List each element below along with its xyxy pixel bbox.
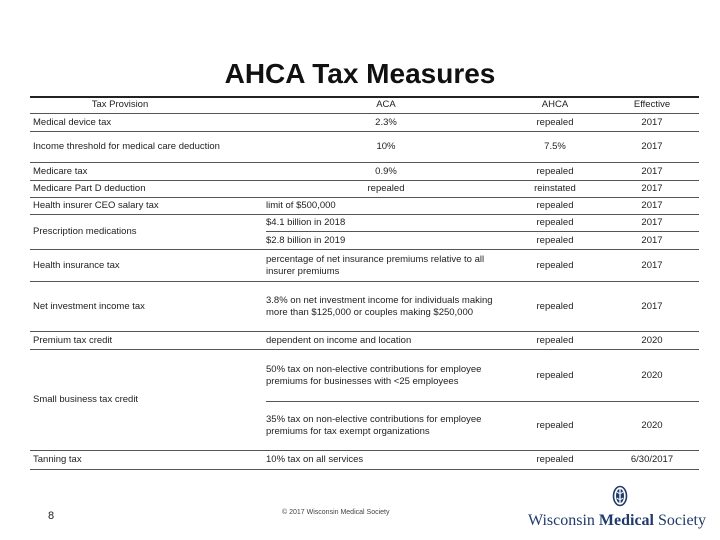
effective-cell: 2017 — [641, 183, 663, 194]
ahca-cell: repealed — [536, 165, 574, 177]
logo-word-medical: Medical — [598, 512, 654, 529]
ahca-cell: repealed — [536, 234, 574, 246]
provision-cell: Medical device tax — [33, 116, 112, 128]
ahca-cell: repealed — [536, 217, 574, 228]
provision-cell: Prescription medications — [33, 226, 137, 237]
ahca-cell: 7.5% — [544, 141, 566, 152]
aca-cell: repealed — [367, 183, 405, 194]
aca-cell: 2.3% — [375, 116, 397, 128]
effective-cell: 2017 — [641, 165, 663, 177]
ahca-cell: repealed — [536, 200, 574, 211]
header-provision: Tax Provision — [91, 99, 149, 110]
provision-cell: Income threshold for medical care deduction — [33, 141, 220, 152]
aca-cell: 35% tax on non-elective contributions for employee premiums for tax exempt organizations — [266, 414, 482, 437]
aca-cell: 10% — [376, 141, 396, 152]
effective-cell: 2020 — [641, 369, 663, 381]
effective-cell: 2017 — [641, 141, 663, 152]
effective-cell: 6/30/2017 — [630, 454, 674, 465]
logo-word-wisconsin: Wisconsin — [528, 512, 599, 529]
ahca-cell: repealed — [536, 420, 574, 431]
tax-measures-table — [30, 96, 699, 470]
aca-cell: 50% tax on non-elective contributions for employee premiums for businesses with <25 employees — [266, 363, 482, 387]
ahca-cell: repealed — [536, 259, 574, 271]
header-ahca: AHCA — [541, 99, 569, 110]
aca-cell: 0.9% — [375, 165, 397, 177]
effective-cell: 2017 — [641, 234, 663, 246]
effective-cell: 2017 — [641, 300, 663, 312]
provision-cell: Tanning tax — [33, 454, 82, 465]
effective-cell: 2017 — [641, 259, 663, 271]
page-title: AHCA Tax Measures — [224, 58, 496, 89]
aca-cell: $2.8 billion in 2019 — [266, 234, 346, 246]
table-bottom-rule — [30, 469, 699, 470]
copyright-notice: © 2017 Wisconsin Medical Society — [282, 509, 390, 516]
logo-wordmark — [528, 512, 708, 530]
aca-cell: 10% tax on all services — [266, 454, 364, 465]
effective-cell: 2020 — [641, 420, 663, 431]
header-aca: ACA — [376, 99, 396, 110]
aca-cell: dependent on income and location — [266, 334, 412, 346]
provision-cell: Net investment income tax — [33, 300, 145, 312]
aca-cell: limit of $500,000 — [266, 200, 336, 211]
ahca-cell: reinstated — [534, 183, 576, 194]
ahca-cell: repealed — [536, 454, 574, 465]
provision-cell: Medicare Part D deduction — [33, 183, 146, 194]
logo-word-society: Society — [654, 512, 706, 529]
page-number: 8 — [48, 510, 55, 522]
aca-cell: $4.1 billion in 2018 — [266, 217, 346, 228]
provision-cell: Health insurer CEO salary tax — [33, 200, 159, 211]
aca-cell: 3.8% on net investment income for individuals making more than $125,000 or couples making $250,000 — [266, 294, 493, 318]
header-effective: Effective — [633, 99, 671, 110]
ahca-cell: repealed — [536, 116, 574, 128]
ahca-cell: repealed — [536, 369, 574, 381]
effective-cell: 2017 — [641, 116, 663, 128]
provision-cell: Health insurance tax — [33, 259, 120, 271]
provision-cell: Small business tax credit — [33, 394, 139, 405]
effective-cell: 2017 — [641, 200, 663, 211]
ahca-cell: repealed — [536, 300, 574, 312]
effective-cell: 2020 — [641, 334, 663, 346]
provision-cell: Medicare tax — [33, 165, 88, 177]
effective-cell: 2017 — [641, 217, 663, 228]
provision-cell: Premium tax credit — [33, 334, 113, 346]
ahca-cell: repealed — [536, 334, 574, 346]
aca-cell: percentage of net insurance premiums relative to all insurer premiums — [266, 253, 485, 277]
